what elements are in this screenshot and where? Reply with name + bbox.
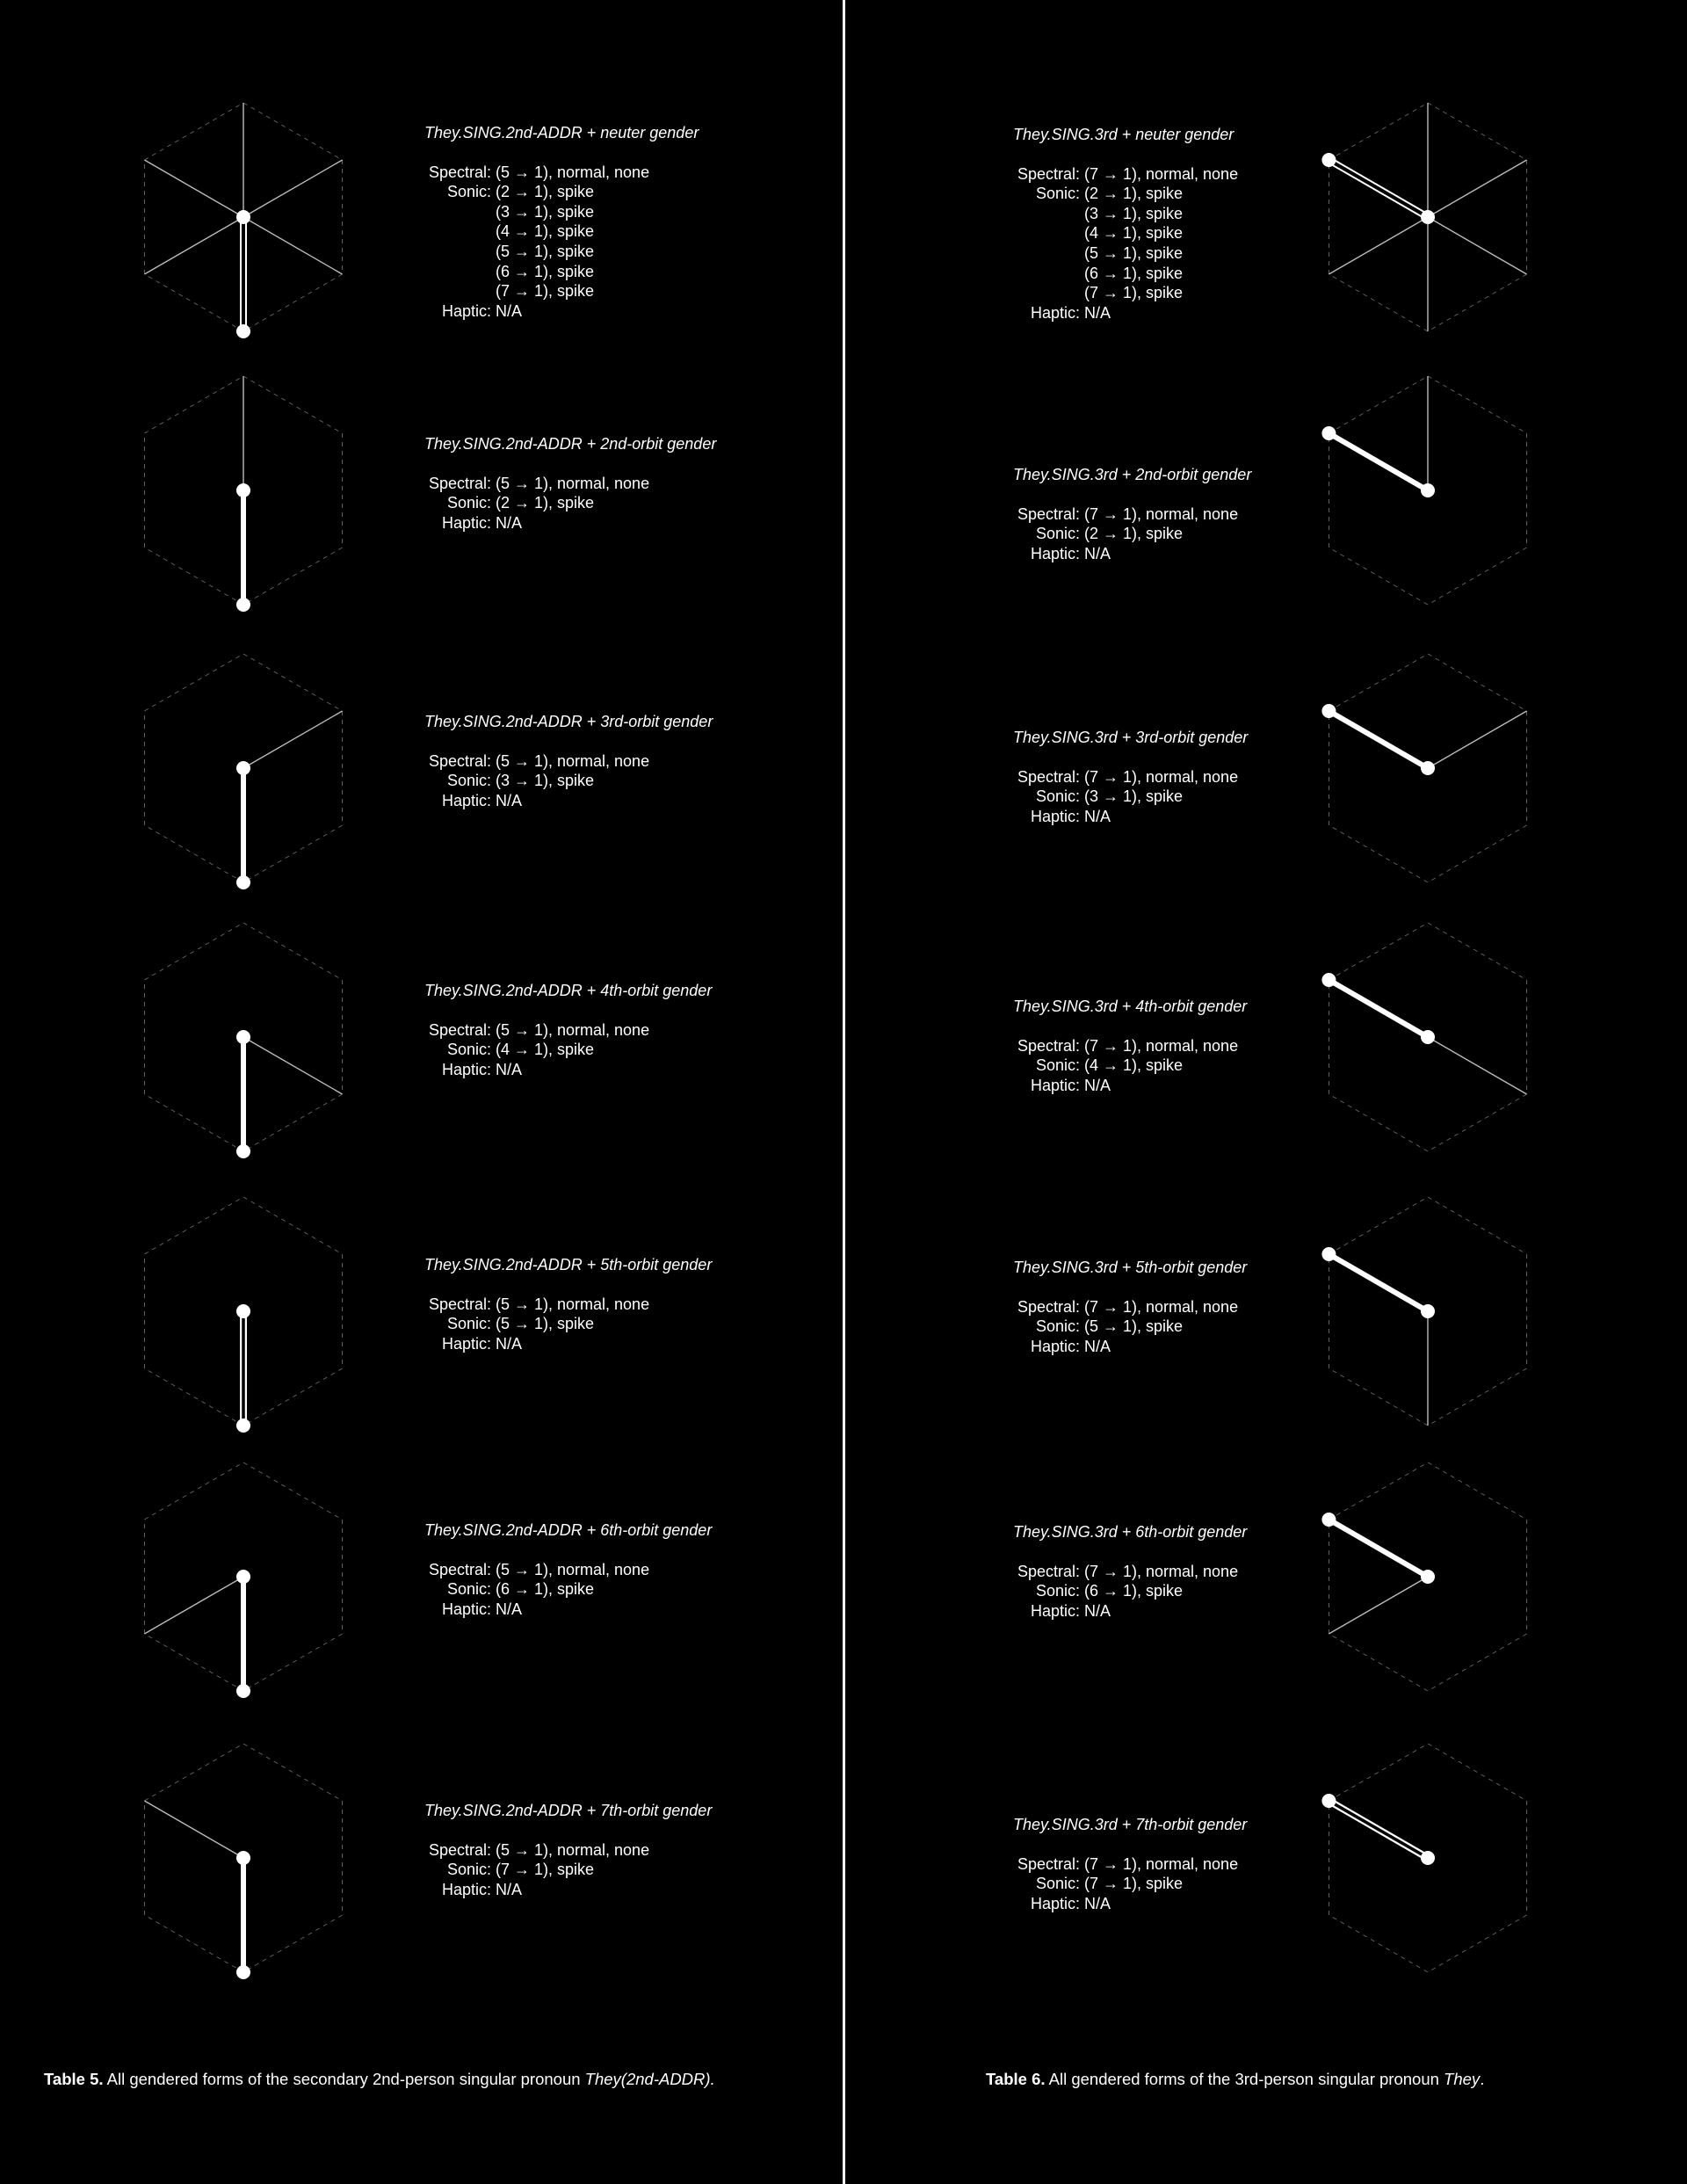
row-value: (6 → 1), spike [1084, 264, 1184, 282]
row-label [1011, 264, 1084, 284]
pronoun-glyph [138, 918, 349, 1156]
row-value: (6 → 1), spike [496, 1580, 595, 1599]
row-label: Sonic: [446, 183, 491, 201]
entry-row [423, 262, 699, 282]
entry-row [423, 1295, 712, 1315]
entry-row [423, 1334, 712, 1354]
row-value: N/A [1084, 1076, 1111, 1094]
row-label [1011, 204, 1084, 224]
row-value: (7 → 1), normal, none [1084, 164, 1239, 183]
row-value: (4 → 1), spike [496, 1041, 595, 1059]
row-value: (4 → 1), spike [1084, 224, 1184, 243]
row-value: N/A [496, 513, 523, 532]
center-node [236, 483, 250, 497]
caption-number: Table 6. [986, 2070, 1046, 2088]
sonic-spoke-3 [243, 711, 343, 768]
sonic-spoke-7 [144, 1801, 243, 1858]
row-value: (2 → 1), spike [496, 494, 595, 512]
caption-end: . [1480, 2070, 1485, 2088]
entry-title: They.SING.3rd + 6th-orbit gender [1013, 1523, 1248, 1541]
center-node [236, 1304, 250, 1318]
sonic-spoke-4 [1428, 1037, 1527, 1094]
entry-text [1011, 997, 1247, 1095]
row-value: (3 → 1), spike [1084, 204, 1184, 222]
row-value: (7 → 1), normal, none [1084, 1297, 1239, 1316]
entry-row [1011, 164, 1238, 185]
entry-row [1011, 1036, 1247, 1056]
row-value: (6 → 1), spike [496, 262, 595, 280]
center-node [1421, 1851, 1435, 1865]
spectral-node [1321, 973, 1336, 987]
entry-row [423, 301, 699, 322]
entry-row [423, 221, 699, 242]
entry-text [1011, 728, 1248, 826]
entry-text [423, 434, 716, 533]
sonic-spoke-6 [1329, 217, 1428, 274]
row-label: Spectral: [1017, 1297, 1080, 1316]
row-value: N/A [1084, 544, 1111, 562]
center-node [236, 210, 250, 224]
entry-row [1011, 1854, 1247, 1875]
spectral-node [1321, 704, 1336, 718]
entry-row [1011, 524, 1251, 544]
row-label: Spectral: [428, 1020, 491, 1039]
row-label [423, 202, 496, 222]
entry-row [1011, 767, 1248, 787]
entry-text [423, 1255, 712, 1353]
spectral-node [236, 1684, 250, 1698]
row-value: (5 → 1), spike [496, 1315, 595, 1333]
row-label: Spectral: [428, 163, 491, 181]
row-value: N/A [496, 1600, 523, 1618]
entry-row [1011, 303, 1238, 323]
sonic-spoke-4 [243, 217, 343, 274]
caption-text: All gendered forms of the secondary 2nd-person singular pronoun [106, 2070, 585, 2088]
row-label: Haptic: [441, 1600, 491, 1618]
entry-spacer [423, 732, 713, 751]
entry-title: They.SING.2nd-ADDR + 6th-orbit gender [424, 1521, 713, 1539]
entry-row [423, 1020, 712, 1041]
entry-row [423, 1314, 712, 1334]
row-label: Spectral: [1017, 1854, 1080, 1873]
entry-row [1011, 1581, 1247, 1601]
entry-row [1011, 1317, 1247, 1337]
row-value: (2 → 1), spike [1084, 185, 1184, 203]
row-label: Spectral: [1017, 1562, 1080, 1580]
entry-row [423, 1579, 712, 1600]
sonic-spoke-4 [1428, 217, 1527, 274]
center-node [236, 1030, 250, 1044]
caption-number: Table 5. [44, 2070, 104, 2088]
entry-spacer [423, 143, 699, 163]
entry-text [1011, 125, 1238, 323]
row-label: Sonic: [446, 1041, 491, 1059]
entry-row [1011, 1076, 1247, 1096]
entry-row [423, 771, 713, 791]
center-node [1421, 483, 1435, 497]
center-node [1421, 1570, 1435, 1584]
entry-title: They.SING.3rd + 2nd-orbit gender [1013, 466, 1252, 483]
row-value: (4 → 1), spike [1084, 1056, 1184, 1075]
table-caption [44, 2070, 715, 2089]
entry-title: They.SING.3rd + 4th-orbit gender [1013, 998, 1248, 1015]
row-value: (5 → 1), normal, none [496, 751, 650, 770]
row-value: (2 → 1), spike [1084, 525, 1184, 543]
row-label: Haptic: [441, 1880, 491, 1898]
sonic-spoke-3 [243, 160, 343, 217]
column-divider [843, 0, 845, 2184]
row-value: (5 → 1), spike [1084, 243, 1184, 262]
row-value: N/A [1084, 1894, 1111, 1912]
entry-title: They.SING.2nd-ADDR + 5th-orbit gender [424, 1256, 713, 1273]
entry-title: They.SING.2nd-ADDR + 7th-orbit gender [424, 1802, 713, 1819]
entry-text [1011, 1522, 1247, 1621]
row-label: Spectral: [1017, 767, 1080, 786]
entry-text [423, 1801, 712, 1899]
pronoun-glyph [138, 98, 349, 336]
entry-title: They.SING.3rd + 7th-orbit gender [1013, 1816, 1248, 1833]
row-value: (5 → 1), spike [496, 242, 595, 260]
entry-title: They.SING.3rd + neuter gender [1013, 126, 1234, 143]
spectral-node [1321, 153, 1336, 167]
pronoun-glyph [1322, 1193, 1533, 1430]
row-label [423, 242, 496, 262]
entry-row [423, 751, 713, 772]
row-value: N/A [496, 1880, 523, 1898]
spectral-line [1329, 980, 1428, 1037]
row-label: Sonic: [446, 1315, 491, 1333]
row-value: N/A [496, 791, 523, 809]
row-value: (4 → 1), spike [496, 222, 595, 241]
row-label: Sonic: [446, 494, 491, 512]
center-node [1421, 761, 1435, 775]
row-label: Haptic: [1030, 807, 1080, 825]
spectral-line [1329, 1254, 1428, 1311]
row-label: Sonic: [1035, 1056, 1080, 1075]
row-label: Haptic: [441, 513, 491, 532]
row-label: Sonic: [1035, 525, 1080, 543]
row-value: (5 → 1), normal, none [496, 163, 650, 181]
row-value: (5 → 1), spike [1084, 1317, 1184, 1336]
spectral-node [236, 1419, 250, 1433]
entry-row [1011, 283, 1238, 303]
caption-pronoun: They(2nd-ADDR). [584, 2070, 715, 2088]
entry-spacer [423, 454, 716, 474]
row-label: Haptic: [1030, 1076, 1080, 1094]
row-value: N/A [496, 1060, 523, 1078]
row-value: N/A [1084, 1601, 1111, 1620]
spectral-line [1329, 433, 1428, 490]
table-caption [986, 2070, 1484, 2089]
entry-row [1011, 1337, 1247, 1357]
entry-title: They.SING.3rd + 3rd-orbit gender [1013, 729, 1249, 746]
row-value: (2 → 1), spike [496, 183, 595, 201]
entry-row [423, 1060, 712, 1080]
entry-row [1011, 1874, 1247, 1894]
entry-title: They.SING.2nd-ADDR + neuter gender [424, 124, 699, 141]
pronoun-glyph [1322, 98, 1533, 336]
entry-spacer [423, 1541, 712, 1560]
row-label: Haptic: [1030, 1337, 1080, 1355]
row-label: Spectral: [428, 1295, 491, 1313]
entry-spacer [423, 1821, 712, 1840]
entry-row [423, 163, 699, 183]
sonic-spoke-7 [144, 160, 243, 217]
pronoun-glyph [138, 1458, 349, 1695]
entry-spacer [423, 1001, 712, 1020]
row-value: (5 → 1), normal, none [496, 1840, 650, 1859]
entry-row [423, 1040, 712, 1060]
entry-row [1011, 787, 1248, 807]
row-label: Spectral: [428, 474, 491, 492]
row-label: Haptic: [441, 301, 491, 320]
spectral-node [1321, 1794, 1336, 1808]
entry-row [423, 1600, 712, 1620]
row-value: (7 → 1), spike [496, 282, 595, 301]
center-node [1421, 210, 1435, 224]
sonic-spoke-6 [144, 1577, 243, 1634]
entry-row [423, 182, 699, 202]
entry-spacer [1011, 1542, 1247, 1562]
row-value: (7 → 1), normal, none [1084, 1562, 1239, 1580]
spectral-node [236, 598, 250, 612]
pronoun-glyph [138, 649, 349, 887]
entry-row [423, 1840, 712, 1861]
entry-text [423, 123, 699, 321]
row-label: Haptic: [1030, 1601, 1080, 1620]
row-value: N/A [1084, 1337, 1111, 1355]
row-label: Haptic: [1030, 544, 1080, 562]
entry-text [423, 1520, 712, 1619]
spectral-node [1321, 1513, 1336, 1527]
sonic-spoke-6 [1329, 1577, 1428, 1634]
row-label: Haptic: [441, 791, 491, 809]
entry-row [1011, 544, 1251, 564]
entry-row [423, 493, 716, 513]
row-value: (7 → 1), normal, none [1084, 504, 1239, 523]
spectral-line-inner [1329, 160, 1428, 217]
row-label: Sonic: [446, 772, 491, 790]
entry-text [1011, 1258, 1247, 1356]
sonic-spoke-3 [1428, 160, 1527, 217]
row-value: (7 → 1), normal, none [1084, 767, 1239, 786]
row-label: Spectral: [428, 1560, 491, 1578]
caption-pronoun: They [1444, 2070, 1481, 2088]
entry-row [1011, 1056, 1247, 1076]
entry-row [1011, 243, 1238, 264]
entry-text [1011, 1815, 1247, 1913]
entry-row [423, 242, 699, 262]
entry-row [423, 1560, 712, 1580]
pronoun-glyph [138, 1193, 349, 1430]
row-value: (5 → 1), normal, none [496, 1295, 650, 1313]
row-value: (3 → 1), spike [496, 772, 595, 790]
spectral-node [236, 324, 250, 338]
entry-spacer [1011, 1835, 1247, 1854]
entry-row [423, 1860, 712, 1880]
entry-row [1011, 264, 1238, 284]
row-label: Haptic: [1030, 303, 1080, 322]
row-value: (5 → 1), normal, none [496, 1560, 650, 1578]
caption-text: All gendered forms of the 3rd-person singular pronoun [1048, 2070, 1444, 2088]
entry-spacer [1011, 748, 1248, 767]
entry-row [423, 1880, 712, 1900]
row-value: (7 → 1), normal, none [1084, 1036, 1239, 1055]
entry-row [423, 281, 699, 301]
row-label: Sonic: [1035, 787, 1080, 806]
sonic-spoke-3 [1428, 711, 1527, 768]
pronoun-glyph [138, 1739, 349, 1977]
entry-row [423, 791, 713, 811]
row-label: Spectral: [1017, 1036, 1080, 1055]
row-label: Sonic: [1035, 185, 1080, 203]
row-label [1011, 243, 1084, 264]
spectral-line-inner [1329, 1801, 1428, 1858]
row-label: Spectral: [428, 1840, 491, 1859]
entry-title: They.SING.2nd-ADDR + 3rd-orbit gender [424, 713, 713, 730]
entry-row [1011, 1297, 1247, 1317]
entry-spacer [1011, 145, 1238, 164]
row-label: Haptic: [441, 1060, 491, 1078]
spectral-line [1329, 1520, 1428, 1577]
entry-row [1011, 184, 1238, 204]
spectral-node [1321, 1247, 1336, 1261]
entry-text [423, 981, 712, 1079]
spectral-node [236, 1144, 250, 1158]
row-value: (6 → 1), spike [1084, 1582, 1184, 1600]
sonic-spoke-4 [243, 1037, 343, 1094]
row-value: N/A [1084, 303, 1111, 322]
entry-row [423, 513, 716, 533]
row-label [423, 262, 496, 282]
pronoun-glyph [1322, 918, 1533, 1156]
row-value: N/A [1084, 807, 1111, 825]
entry-spacer [1011, 485, 1251, 504]
row-value: (5 → 1), normal, none [496, 474, 650, 492]
row-label: Spectral: [1017, 504, 1080, 523]
pronoun-glyph [1322, 1458, 1533, 1695]
row-value: (5 → 1), normal, none [496, 1020, 650, 1039]
row-label [423, 281, 496, 301]
entry-row [1011, 1894, 1247, 1914]
entry-row [1011, 204, 1238, 224]
row-label: Sonic: [446, 1861, 491, 1879]
entry-row [1011, 1562, 1247, 1582]
row-value: (3 → 1), spike [496, 202, 595, 221]
row-label: Haptic: [1030, 1894, 1080, 1912]
pronoun-glyph [138, 372, 349, 609]
entry-spacer [1011, 1017, 1247, 1036]
pronoun-glyph [1322, 1739, 1533, 1977]
row-label: Spectral: [428, 751, 491, 770]
sonic-spoke-6 [144, 217, 243, 274]
entry-spacer [1011, 1278, 1247, 1297]
row-value: N/A [496, 301, 523, 320]
entry-row [1011, 223, 1238, 243]
row-value: (7 → 1), spike [1084, 284, 1184, 302]
row-label [423, 221, 496, 242]
spectral-node [236, 875, 250, 889]
row-label: Sonic: [1035, 1875, 1080, 1893]
entry-row [1011, 504, 1251, 525]
entry-title: They.SING.2nd-ADDR + 2nd-orbit gender [424, 435, 717, 453]
entry-row [423, 474, 716, 494]
center-node [1421, 1304, 1435, 1318]
entry-title: They.SING.2nd-ADDR + 4th-orbit gender [424, 982, 713, 999]
center-node [236, 761, 250, 775]
entry-text [1011, 465, 1251, 563]
entry-text [423, 712, 713, 810]
row-value: N/A [496, 1334, 523, 1353]
center-node [236, 1851, 250, 1865]
center-node [236, 1570, 250, 1584]
row-label [1011, 223, 1084, 243]
entry-row [423, 202, 699, 222]
row-label: Sonic: [1035, 1582, 1080, 1600]
row-value: (7 → 1), spike [496, 1861, 595, 1879]
row-label: Sonic: [1035, 1317, 1080, 1336]
spectral-node [1321, 426, 1336, 440]
spectral-node [236, 1965, 250, 1979]
row-value: (7 → 1), normal, none [1084, 1854, 1239, 1873]
entry-row [1011, 807, 1248, 827]
entry-spacer [423, 1275, 712, 1295]
row-value: (3 → 1), spike [1084, 787, 1184, 806]
center-node [1421, 1030, 1435, 1044]
spectral-line [1329, 711, 1428, 768]
row-label: Spectral: [1017, 164, 1080, 183]
row-label [1011, 283, 1084, 303]
pronoun-glyph [1322, 372, 1533, 609]
row-value: (7 → 1), spike [1084, 1875, 1184, 1893]
entry-title: They.SING.3rd + 5th-orbit gender [1013, 1259, 1248, 1276]
entry-row [1011, 1601, 1247, 1622]
row-label: Haptic: [441, 1334, 491, 1353]
row-label: Sonic: [446, 1580, 491, 1599]
pronoun-glyph [1322, 649, 1533, 887]
